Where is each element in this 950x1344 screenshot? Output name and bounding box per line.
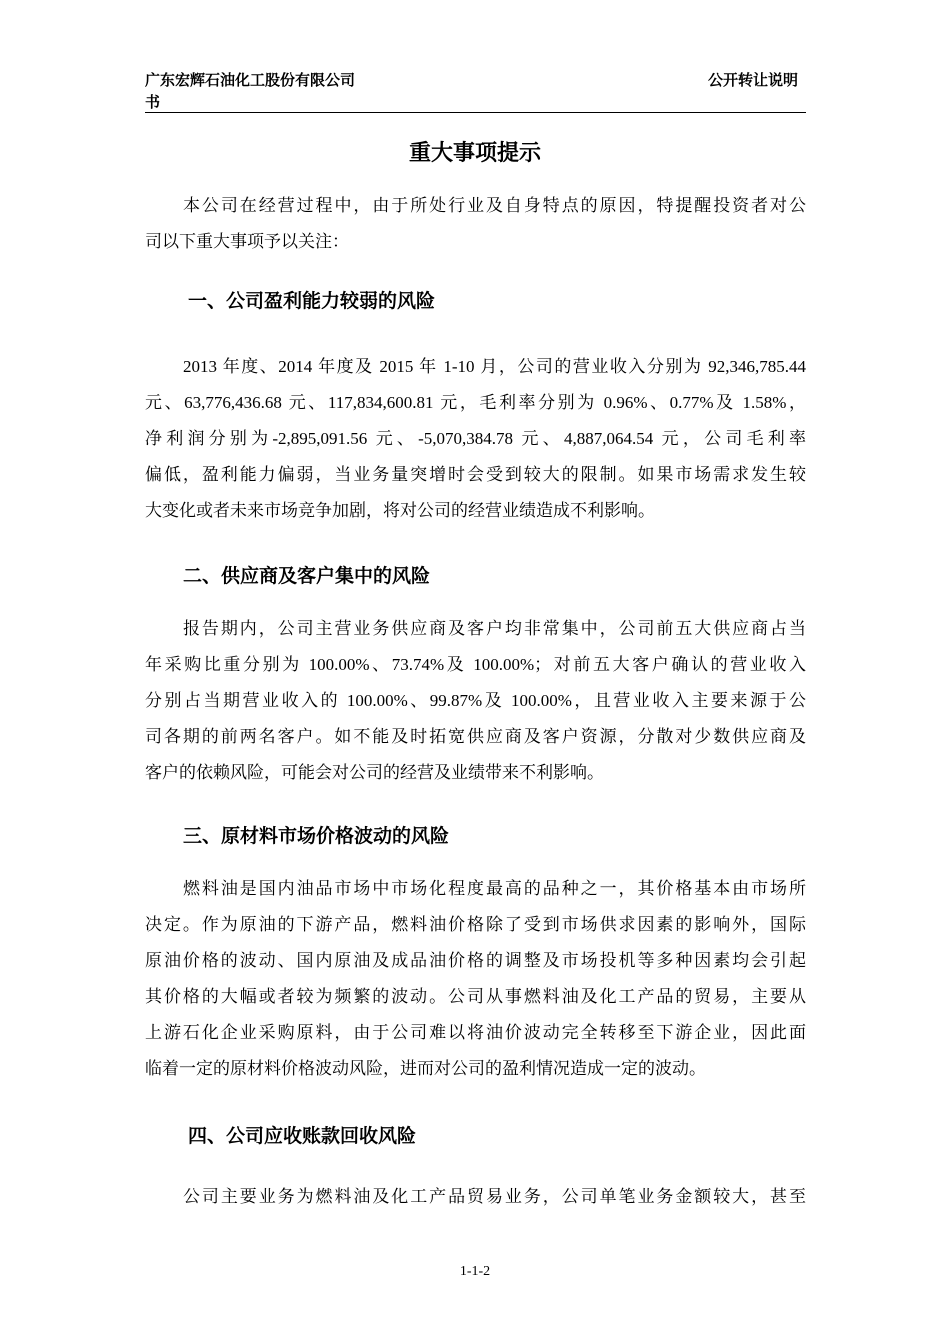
paragraph-line: 偏低，盈利能力偏弱，当业务量突增时会受到较大的限制。如果市场需求发生较 <box>145 465 806 484</box>
paragraph-line: 临着一定的原材料价格波动风险，进而对公司的盈利情况造成一定的波动。 <box>145 1059 706 1078</box>
section-heading: 一、公司盈利能力较弱的风险 <box>188 291 436 312</box>
paragraph-line: 上游石化企业采购原料，由于公司难以将油价波动完全转移至下游企业，因此面 <box>145 1023 806 1042</box>
paragraph-line: 大变化或者未来市场竞争加剧，将对公司的经营业绩造成不利影响。 <box>145 501 655 520</box>
header-company-name: 广东宏辉石油化工股份有限公司 <box>145 72 356 89</box>
paragraph-line: 元、63,776,436.68 元、117,834,600.81 元，毛利率分别为 0.96%、0.77%及 1.58%， <box>145 393 806 412</box>
paragraph-line: 报告期内，公司主营业务供应商及客户均非常集中，公司前五大供应商占当 <box>183 619 806 638</box>
section-heading: 三、原材料市场价格波动的风险 <box>183 826 450 847</box>
section-heading: 二、供应商及客户集中的风险 <box>183 566 431 587</box>
paragraph-line: 净利润分别为-2,895,091.56 元、-5,070,384.78 元、4,887,064.54 元，公司毛利率 <box>145 429 806 448</box>
paragraph-line: 燃料油是国内油品市场中市场化程度最高的品种之一，其价格基本由市场所 <box>183 879 806 898</box>
paragraph-line: 司各期的前两名客户。如不能及时拓宽供应商及客户资源，分散对少数供应商及 <box>145 727 806 746</box>
intro-line: 司以下重大事项予以关注： <box>145 232 349 251</box>
paragraph-line: 年采购比重分别为 100.00%、73.74%及 100.00%；对前五大客户确认的营业收入 <box>145 655 806 674</box>
paragraph-line: 公司主要业务为燃料油及化工产品贸易业务，公司单笔业务金额较大，甚至 <box>183 1187 806 1206</box>
intro-line: 本公司在经营过程中，由于所处行业及自身特点的原因，特提醒投资者对公 <box>183 196 806 215</box>
paragraph-line: 其价格的大幅或者较为频繁的波动。公司从事燃料油及化工产品的贸易，主要从 <box>145 987 806 1006</box>
page-number: 1-1-2 <box>459 1264 491 1279</box>
paragraph-line: 客户的依赖风险，可能会对公司的经营及业绩带来不利影响。 <box>145 763 604 782</box>
header-rule <box>145 112 806 113</box>
page-title: 重大事项提示 <box>408 140 541 165</box>
paragraph-line: 决定。作为原油的下游产品，燃料油价格除了受到市场供求因素的影响外，国际 <box>145 915 806 934</box>
paragraph-line: 2013 年度、2014 年度及 2015 年 1-10 月，公司的营业收入分别为 92,346,785.44 <box>183 357 806 376</box>
header-document-type: 公开转让说明 <box>707 72 798 89</box>
paragraph-line: 原油价格的波动、国内原油及成品油价格的调整及市场投机等多种因素均会引起 <box>145 951 806 970</box>
paragraph-line: 分别占当期营业收入的 100.00%、99.87%及 100.00%，且营业收入主要来源于公 <box>145 691 806 710</box>
section-heading: 四、公司应收账款回收风险 <box>188 1126 417 1147</box>
header-company-name-continued: 书 <box>145 94 161 111</box>
